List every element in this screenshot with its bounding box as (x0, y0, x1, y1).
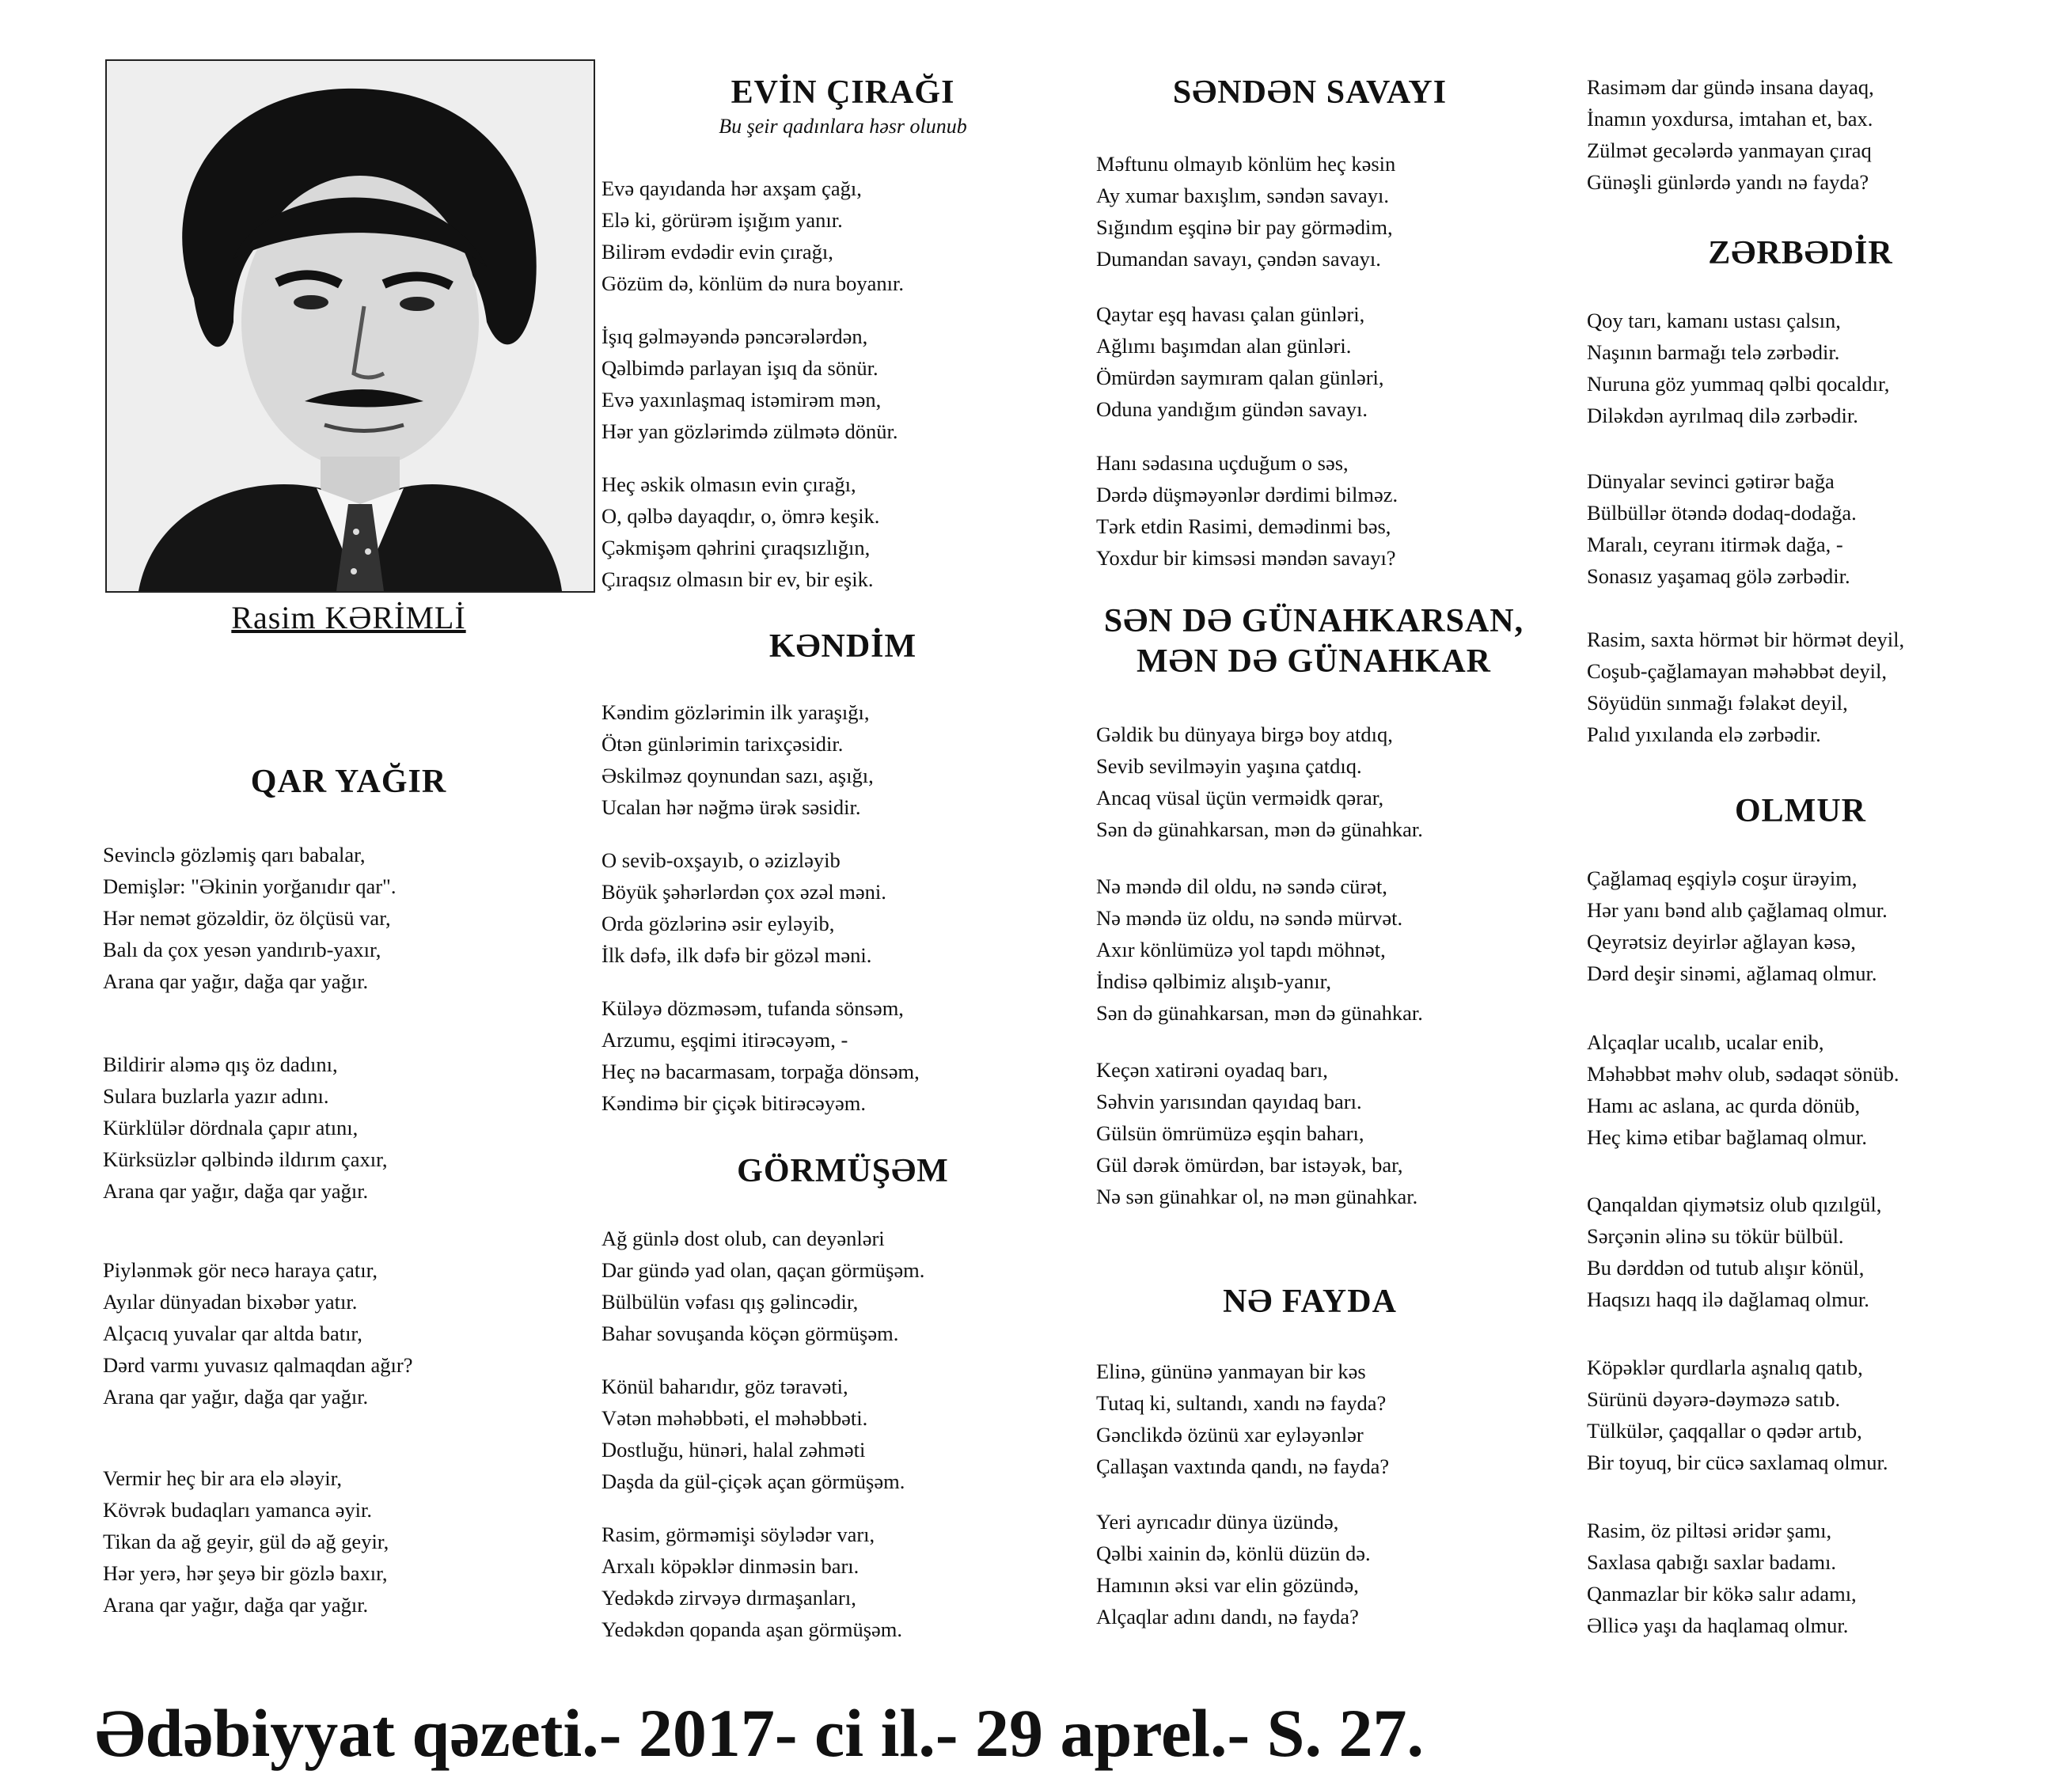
poem-title-evin-ciragi: EVİN ÇIRAĞI (731, 74, 955, 111)
poem-title-kendim: KƏNDİM (768, 628, 917, 665)
qar-yagir-stanza-3: Piylənmək gör necə haraya çatır, Ayılar dünyadan bixəbər yatır. Alçacıq yuvalar qar altda batır, Dərd varmı yuvasız qalmaqdan ağır? Arana qar yağır, dağa qar yağır. (103, 1258, 413, 1409)
kendim-stanza-3: Küləyə dözməsəm, tufanda sönsəm, Arzumu, eşqimi itirəcəyəm, - Heç nə bacarmasam, torpağa dönsəm, Kəndimə bir çiçək bitirəcəyəm. (601, 996, 920, 1115)
sen-de-gunahkarsan-stanza-3: Keçən xatirəni oyadaq barı, Səhvin yarısından qayıdaq barı. Gülsün ömrümüzə eşqin baharı, Gül dərək ömürdən, bar istəyək, bar, Nə sən günahkar ol, nə mən günahkar. (1096, 1058, 1418, 1208)
zerbedir-stanza-2: Dünyalar sevinci gətirər bağa Bülbüllər ötəndə dodaq-dodağa. Maralı, ceyranı itirmək dağa, - Sonasız yaşamaq gölə zərbədir. (1587, 469, 1857, 588)
sen-de-gunahkarsan-stanza-2: Nə məndə dil oldu, nə səndə cürət, Nə məndə üz oldu, nə səndə mürvət. Axır könlümüzə yol tapdı möhnət, İndisə qəlbimiz alışıb-yanır, Sən də günahkarsan, mən də günahkar. (1096, 874, 1423, 1025)
author-name: Rasim KƏRİMLİ (231, 600, 466, 635)
senden-savayi-stanza-2: Qaytar eşq havası çalan günləri, Ağlımı başımdan alan günləri. Ömürdən saymıram qalan günləri, Oduna yandığım gündən savayı. (1096, 302, 1384, 421)
gormusem-stanza-3: Rasim, görməmişi söylədər varı, Arxalı köpəklər dinməsin barı. Yedəkdə zirvəyə dırmaşanları, Yedəkdən qopanda aşan görmüşəm. (601, 1522, 903, 1641)
senden-savayi-stanza-3: Hanı sədasına uçduğum o səs, Dərdə düşməyənlər dərdimi bilməz. Tərk etdin Rasimi, demədinmi bəs, Yoxdur bir kimsəsi məndən savayı? (1096, 451, 1398, 570)
kendim-stanza-2: O sevib-oxşayıb, o əzizləyib Böyük şəhərlərdən çox əzəl məni. Orda gözlərinə əsir eyləyib, İlk dəfə, ilk dəfə bir gözəl məni. (601, 848, 886, 967)
gormusem-stanza-1: Ağ günlə dost olub, can deyənləri Dar gündə yad olan, qaçan görmüşəm. Bülbülün vəfası qış gəlincədir, Bahar sovuşanda köçən görmüşəm. (601, 1227, 925, 1345)
qar-yagir-stanza-1: Sevinclə gözləmiş qarı babalar, Demişlər: "Əkinin yorğanıdır qar". Hər nemət gözəldir, öz ölçüsü var, Balı da çox yesən yandırıb-yaxır, Arana qar yağır, dağa qar yağır. (103, 843, 397, 993)
evin-ciragi-stanza-1: Evə qayıdanda hər axşam çağı, Elə ki, görürəm işığım yanır. Bilirəm evdədir evin çırağı, Gözüm də, könlüm də nura boyanır. (601, 176, 904, 295)
sen-de-gunahkarsan-stanza-1: Gəldik bu dünyaya birgə boy atdıq, Sevib sevilməyin yaşına çatdıq. Ancaq vüsal üçün verməidk qərar, Sən də günahkarsan, mən də günahkar. (1096, 722, 1423, 841)
zerbedir-stanza-3: Rasim, saxta hörmət bir hörmət deyil, Coşub-çağlamayan məhəbbət deyil, Söyüdün sınmağı fəlakət deyil, Palıd yıxılanda elə zərbədir. (1587, 628, 1905, 746)
ne-fayda-stanza-1: Elinə, gününə yanmayan bir kəs Tutaq ki, sultandı, xandı nə fayda? Gənclikdə özünü xar eyləyənlər Çallaşan vaxtında qandı, nə fayda? (1096, 1359, 1390, 1478)
poem-title-zerbedir: ZƏRBƏDİR (1708, 235, 1893, 271)
zerbedir-stanza-1: Qoy tarı, kamanı ustası çalsın, Naşının barmağı telə zərbədir. Nuruna göz yummaq qəlbi qocaldır, Diləkdən ayrılmaq dilə zərbədir. (1587, 309, 1890, 427)
source-citation: Ədəbiyyat qəzeti.- 2017- ci il.- 29 aprel.- S. 27. (95, 1695, 1425, 1771)
olmur-stanza-3: Qanqaldan qiymətsiz olub qızılgül, Sərçənin əlinə su tökür bülbül. Bu dərddən od tutub alışır könül, Haqsızı haqq ilə dağlamaq olmur. (1587, 1193, 1882, 1311)
evin-ciragi-stanza-2: İşıq gəlməyəndə pəncərələrdən, Qəlbimdə parlayan işıq da sönür. Evə yaxınlaşmaq istəmirəm mən, Hər yan gözlərimdə zülmətə dönür. (601, 324, 898, 443)
poem-subtitle-evin-ciragi: Bu şeir qadınlara həsr olunub (719, 115, 967, 138)
olmur-stanza-1: Çağlamaq eşqiylə coşur ürəyim, Hər yanı bənd alıb çağlamaq olmur. Qeyrətsiz deyirlər ağlayan kəsə, Dərd deşir sinəmi, ağlamaq olmur. (1587, 866, 1888, 985)
poem-title-olmur: OLMUR (1735, 793, 1866, 829)
poem-title-gormusem: GÖRMÜŞƏM (737, 1153, 949, 1189)
olmur-stanza-4: Köpəklər qurdlarla aşnalıq qatıb, Sürünü dəyərə-dəyməzə satıb. Tülkülər, çaqqallar o qədər artıb, Bir toyuq, bir cücə saxlamaq olmur. (1587, 1356, 1888, 1474)
portrait-illustration (107, 61, 594, 591)
qar-yagir-stanza-4: Vermir heç bir ara elə ələyir, Kövrək budaqları yamanca əyir. Tikan da ağ geyir, gül də ağ geyir, Hər yerə, hər şeyə bir gözlə baxır, Arana qar yağır, dağa qar yağır. (103, 1466, 389, 1617)
kendim-stanza-1: Kəndim gözlərimin ilk yaraşığı, Ötən günlərimin tarixçəsidir. Əskilməz qoynundan sazı, aşığı, Ucalan hər nəğmə ürək səsidir. (601, 700, 874, 819)
poem-title-sen-de-gunahkarsan: SƏN DƏ GÜNAHKARSAN, MƏN DƏ GÜNAHKAR (1103, 603, 1524, 681)
poem-title-ne-fayda: NƏ FAYDA (1223, 1284, 1397, 1320)
olmur-stanza-2: Alçaqlar ucalıb, ucalar enib, Məhəbbət məhv olub, sədaqət sönüb. Hamı ac aslana, ac qurda dönüb, Heç kimə etibar bağlamaq olmur. (1587, 1030, 1899, 1149)
ne-fayda-stanza-2: Yeri ayrıcadır dünya üzündə, Qəlbi xainin də, könlü düzün də. Hamının əksi var elin gözündə, Alçaqlar adını dandı, nə fayda? (1096, 1510, 1371, 1629)
qar-yagir-stanza-2: Bildirir aləmə qış öz dadını, Sulara buzlarla yazır adını. Kürklülər dördnala çapır atını, Kürksüzlər qəlbində ildırım çaxır, Arana qar yağır, dağa qar yağır. (103, 1052, 388, 1203)
evin-ciragi-stanza-3: Heç əskik olmasın evin çırağı, O, qəlbə dayaqdır, o, ömrə keşik. Çəkmişəm qəhrini çıraqsızlığın, Çıraqsız olmasın bir ev, bir eşik. (601, 472, 880, 591)
poem-title-qar-yagir: QAR YAĞIR (250, 764, 447, 800)
olmur-stanza-5: Rasim, öz piltəsi əridər şamı, Saxlasa qabığı saxlar badamı. Qanmazlar bir kökə salır adamı, Əllicə yaşı da haqlamaq olmur. (1587, 1519, 1857, 1637)
gormusem-stanza-2: Könül baharıdır, göz təravəti, Vətən məhəbbəti, el məhəbbəti. Dostluğu, hünəri, halal zəhməti Daşda da gül-çiçək açan görmüşəm. (601, 1375, 905, 1493)
senden-savayi-stanza-1: Məftunu olmayıb könlüm heç kəsin Ay xumar baxışlım, səndən savayı. Sığındım eşqinə bir pay görmədim, Dumandan savayı, çəndən savayı. (1096, 152, 1396, 271)
ne-fayda-stanza-3: Rasiməm dar gündə insana dayaq, İnamın yoxdursa, imtahan et, bax. Zülmət gecələrdə yanmayan çıraq Günəşli günlərdə yandı nə fayda? (1587, 75, 1874, 194)
author-portrait (105, 59, 595, 593)
poem-title-senden-savayi: SƏNDƏN SAVAYI (1172, 74, 1448, 111)
